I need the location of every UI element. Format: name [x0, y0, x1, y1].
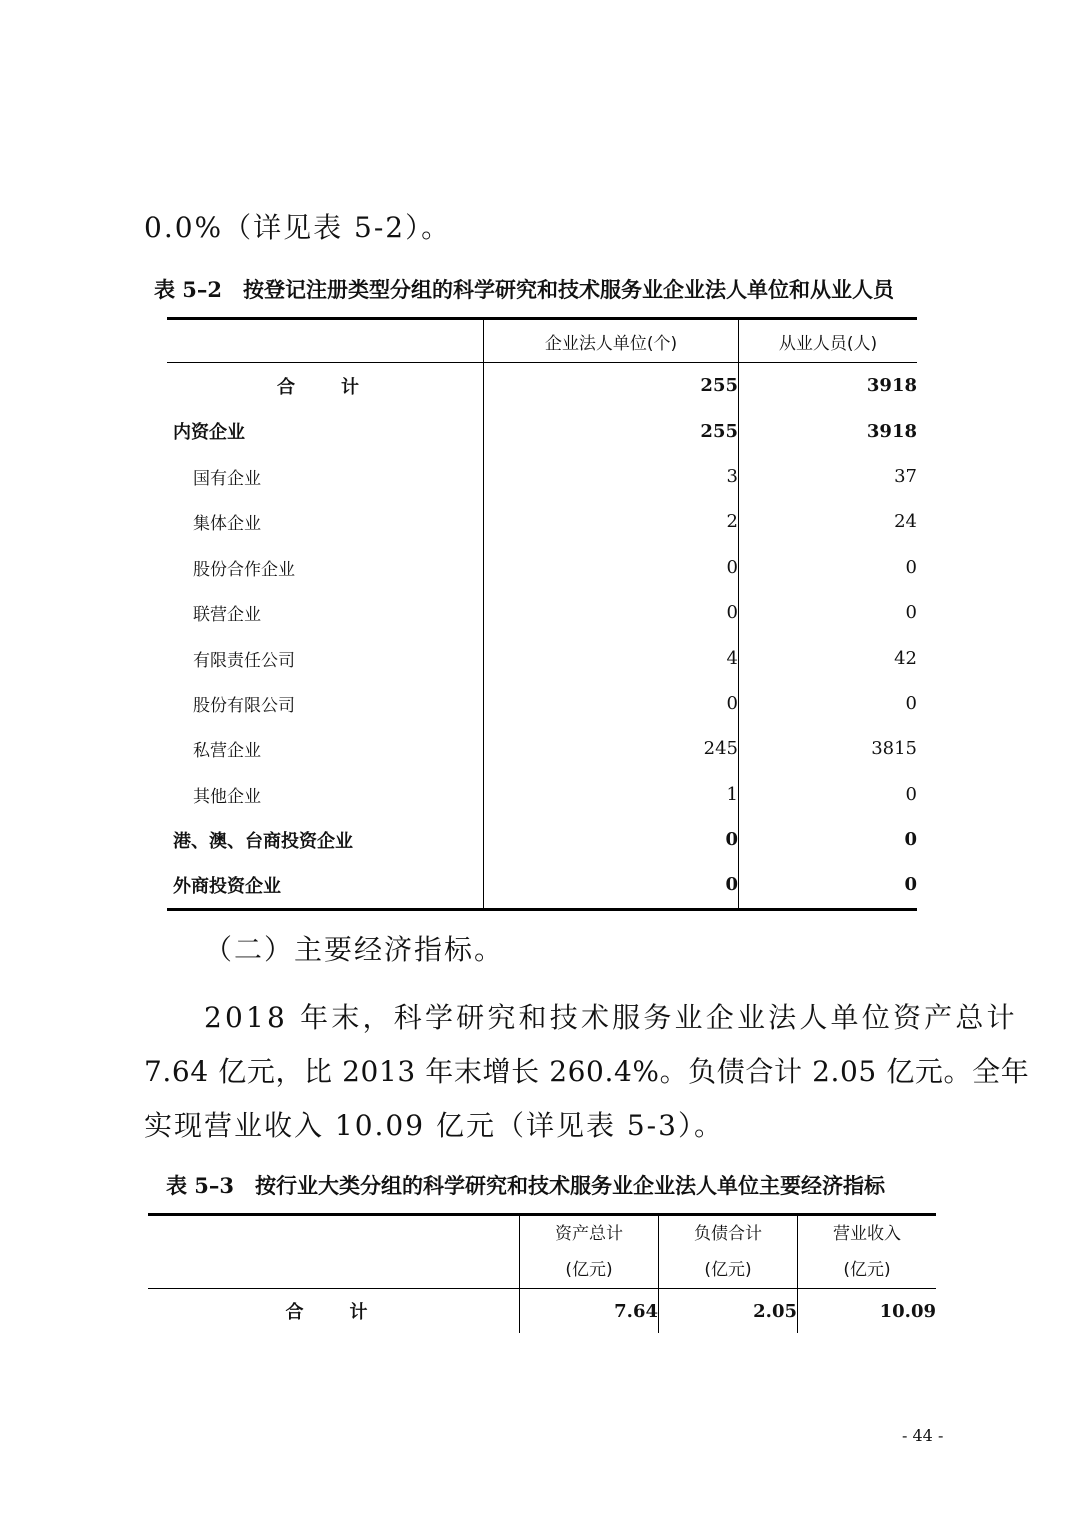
table2-total-liabilities: 2.05 — [659, 1289, 798, 1334]
table1-row-units: 0 — [484, 545, 739, 590]
table1-row — [167, 454, 917, 499]
table1-row-label: 合 计 — [167, 363, 484, 409]
table1-row — [167, 590, 917, 635]
table1-row-label: 有限责任公司 — [167, 635, 484, 680]
table2-total-row — [148, 1289, 936, 1334]
table1-row-label: 内资企业 — [167, 408, 484, 453]
table2-header-liabilities-name: 负债合计 — [694, 1224, 762, 1244]
table1-row-staff: 24 — [894, 511, 917, 533]
table1-row-staff: 0 — [905, 783, 917, 805]
table1-row — [167, 363, 917, 409]
table1-row-units: 255 — [484, 408, 739, 453]
table2-header-blank — [148, 1215, 520, 1289]
paragraph-line-2: 7.64 亿元，比 2013 年末增长 260.4%。负债合计 2.05 亿元。全年 — [144, 1055, 1030, 1088]
table1-row — [167, 726, 917, 771]
table1-header-row — [167, 319, 917, 363]
table1-row-units: 0 — [484, 817, 739, 862]
table1-row-units: 0 — [484, 862, 739, 909]
table1-row-staff: 3918 — [866, 420, 917, 442]
table2-total-assets: 7.64 — [520, 1289, 659, 1334]
section-heading: （二）主要经济指标。 — [204, 933, 505, 966]
table1-row-units: 0 — [484, 590, 739, 635]
table1-row-units: 2 — [484, 499, 739, 544]
table1-row — [167, 772, 917, 817]
table1-row-units: 1 — [484, 772, 739, 817]
table1-row-label: 私营企业 — [167, 726, 484, 771]
table1-body — [167, 363, 917, 910]
table1-row-units: 245 — [484, 726, 739, 771]
table1-row-label: 集体企业 — [167, 499, 484, 544]
table1-row — [167, 862, 917, 909]
table2-header-revenue-unit: (亿元) — [843, 1260, 891, 1280]
table1-row — [167, 408, 917, 453]
table1-row — [167, 817, 917, 862]
table1-row-staff: 3918 — [866, 375, 917, 397]
table1-caption: 表 5–2 按登记注册类型分组的科学研究和技术服务业企业法人单位和从业人员 — [154, 277, 895, 302]
paragraph-line-3: 实现营业收入 10.09 亿元（详见表 5-3）。 — [144, 1109, 724, 1142]
table1-row-staff: 3815 — [871, 738, 917, 760]
table2-header-assets-name: 资产总计 — [555, 1224, 623, 1244]
table2-caption: 表 5–3 按行业大类分组的科学研究和技术服务业企业法人单位主要经济指标 — [166, 1173, 886, 1198]
table1-row-label: 股份有限公司 — [167, 681, 484, 726]
table1-row-units: 4 — [484, 635, 739, 680]
table1-row-staff: 0 — [905, 602, 917, 624]
paragraph-line-1: 2018 年末，科学研究和技术服务业企业法人单位资产总计 — [204, 1001, 1018, 1034]
table1-row — [167, 635, 917, 680]
intro-line: 0.0%（详见表 5-2）。 — [144, 211, 452, 244]
table1-row-label: 外商投资企业 — [167, 862, 484, 909]
page-number: - 44 - — [902, 1426, 944, 1445]
table1-row-units: 3 — [484, 454, 739, 499]
table1-row-label: 其他企业 — [167, 772, 484, 817]
table1-row — [167, 681, 917, 726]
table1-row-staff: 0 — [904, 829, 917, 851]
table1-row — [167, 545, 917, 590]
table2-total-label: 合 计 — [148, 1289, 520, 1334]
table1-row-label: 港、澳、台商投资企业 — [167, 817, 484, 862]
table2-total-revenue: 10.09 — [879, 1300, 936, 1322]
table2-header-liabilities — [659, 1215, 798, 1289]
table1-header-blank — [167, 319, 484, 363]
table1-row — [167, 499, 917, 544]
table1-row-label: 国有企业 — [167, 454, 484, 499]
table2-header-revenue-name: 营业收入 — [833, 1224, 901, 1244]
table1-row-label: 联营企业 — [167, 590, 484, 635]
economic-indicators-table — [148, 1213, 936, 1333]
table1-row-staff: 42 — [894, 647, 917, 669]
table2-header-liabilities-unit: (亿元) — [704, 1260, 752, 1280]
table1-row-staff: 0 — [904, 874, 917, 896]
table1-header-units: 企业法人单位(个) — [484, 319, 739, 363]
table2-header-assets-unit: (亿元) — [565, 1260, 613, 1280]
table1-header-staff: 从业人员(人) — [739, 319, 918, 363]
table1-row-staff: 37 — [894, 465, 917, 487]
registration-type-table — [167, 317, 917, 911]
table1-row-staff: 0 — [905, 556, 917, 578]
table2-header-row — [148, 1215, 936, 1289]
table2-header-assets — [520, 1215, 659, 1289]
table1-row-staff: 0 — [905, 692, 917, 714]
table2-header-revenue — [798, 1215, 937, 1289]
table1-row-units: 0 — [484, 681, 739, 726]
table1-row-units: 255 — [484, 363, 739, 409]
table1-row-label: 股份合作企业 — [167, 545, 484, 590]
